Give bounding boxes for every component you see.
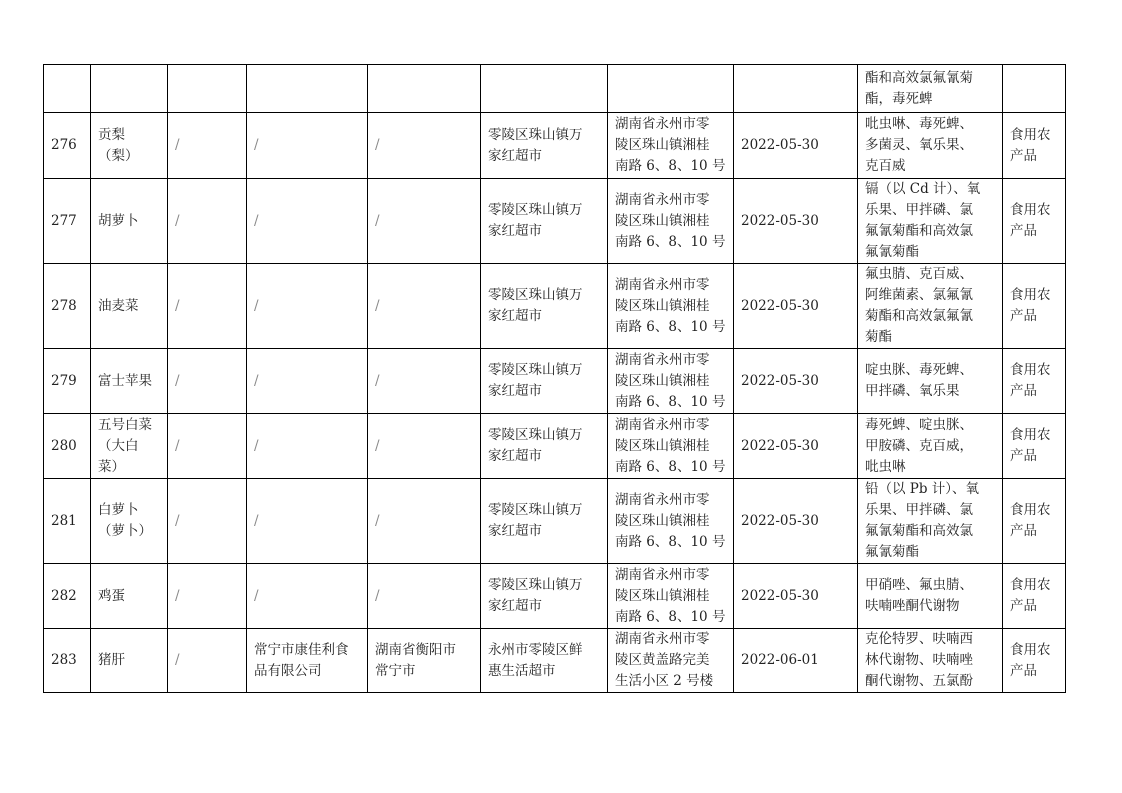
cell-food-category bbox=[1003, 65, 1066, 113]
cell-trademark bbox=[168, 349, 247, 414]
cell-sampled-entity bbox=[481, 629, 608, 693]
cell-inspection-items-text: 酯和高效氯氟氰菊 酯，毒死蜱 bbox=[865, 69, 973, 107]
cell-manufacturer-text: / bbox=[254, 512, 259, 529]
cell-sampled-entity-address bbox=[608, 564, 734, 629]
cell-serial-no bbox=[44, 564, 91, 629]
cell-sampled-entity bbox=[481, 65, 608, 113]
table-row bbox=[44, 349, 1066, 414]
cell-sample-name bbox=[91, 479, 168, 564]
cell-manufacturer-address-text: / bbox=[375, 512, 380, 529]
cell-sampled-entity-text: 永州市零陵区鲜 惠生活超市 bbox=[488, 641, 583, 679]
cell-manufacturer-address bbox=[368, 179, 481, 264]
cell-manufacturer-address bbox=[368, 349, 481, 414]
cell-food-category bbox=[1003, 113, 1066, 179]
cell-food-category-text: 食用农 产品 bbox=[1010, 577, 1051, 614]
cell-sampled-entity-text: 零陵区珠山镇万 家红超市 bbox=[488, 362, 583, 399]
cell-manufacturer-text: / bbox=[254, 372, 259, 389]
cell-serial-no-text: 283 bbox=[51, 652, 77, 668]
cell-serial-no-text: 281 bbox=[51, 512, 77, 529]
cell-manufacturer-address-text: / bbox=[375, 137, 380, 153]
cell-trademark bbox=[168, 264, 247, 349]
results-table bbox=[43, 64, 1066, 693]
cell-sampled-entity-address bbox=[608, 414, 734, 479]
cell-sampled-entity-address bbox=[608, 65, 734, 113]
cell-trademark-text: / bbox=[175, 212, 180, 229]
cell-sampled-entity-address bbox=[608, 264, 734, 349]
cell-trademark bbox=[168, 179, 247, 264]
cell-inspection-items bbox=[858, 349, 1003, 414]
cell-food-category-text: 食用农 产品 bbox=[1010, 362, 1051, 399]
cell-inspection-items-text: 氟虫腈、克百威、 阿维菌素、氯氟氰 菊酯和高效氯氟氰 菊酯 bbox=[865, 266, 973, 345]
cell-serial-no bbox=[44, 264, 91, 349]
cell-inspection-items-text: 甲硝唑、氟虫腈、 呋喃唑酮代谢物 bbox=[865, 577, 973, 614]
cell-manufacturer bbox=[247, 629, 368, 693]
cell-manufacturer-text: / bbox=[254, 297, 259, 314]
cell-serial-no-text: 278 bbox=[51, 297, 77, 314]
cell-inspection-items-text: 毒死蜱、啶虫脒、 甲胺磷、克百威， 吡虫啉 bbox=[865, 416, 973, 475]
cell-sample-name bbox=[91, 179, 168, 264]
cell-manufacturer-address bbox=[368, 264, 481, 349]
cell-production-date bbox=[734, 264, 858, 349]
cell-inspection-items bbox=[858, 564, 1003, 629]
cell-serial-no-text: 276 bbox=[51, 137, 77, 153]
cell-manufacturer-address-text: / bbox=[375, 587, 380, 604]
cell-production-date-text: 2022-05-30 bbox=[741, 372, 819, 389]
table-row bbox=[44, 113, 1066, 179]
cell-manufacturer bbox=[247, 414, 368, 479]
table-row bbox=[44, 179, 1066, 264]
cell-production-date bbox=[734, 414, 858, 479]
cell-production-date-text: 2022-05-30 bbox=[741, 137, 819, 153]
cell-manufacturer-address bbox=[368, 113, 481, 179]
cell-sampled-entity bbox=[481, 564, 608, 629]
cell-sample-name bbox=[91, 629, 168, 693]
table-row bbox=[44, 414, 1066, 479]
cell-sampled-entity-address-text: 湖南省永州市零 陵区珠山镇湘桂 南路 6、8、10 号 bbox=[615, 566, 726, 625]
cell-trademark-text: / bbox=[175, 437, 180, 454]
cell-sampled-entity-text: 零陵区珠山镇万 家红超市 bbox=[488, 287, 583, 324]
cell-manufacturer-text: 常宁市康佳利食 品有限公司 bbox=[254, 641, 349, 679]
cell-sampled-entity-text: 零陵区珠山镇万 家红超市 bbox=[488, 202, 583, 239]
cell-sample-name bbox=[91, 65, 168, 113]
cell-food-category bbox=[1003, 349, 1066, 414]
table-body bbox=[44, 65, 1066, 693]
cell-sample-name bbox=[91, 564, 168, 629]
cell-sampled-entity bbox=[481, 414, 608, 479]
cell-sampled-entity-address-text: 湖南省永州市零 陵区珠山镇湘桂 南路 6、8、10 号 bbox=[615, 276, 726, 335]
cell-sampled-entity-address bbox=[608, 349, 734, 414]
cell-production-date-text: 2022-05-30 bbox=[741, 587, 819, 604]
cell-sampled-entity-address-text: 湖南省永州市零 陵区珠山镇湘桂 南路 6、8、10 号 bbox=[615, 416, 726, 475]
cell-inspection-items bbox=[858, 113, 1003, 179]
cell-sampled-entity-address-text: 湖南省永州市零 陵区黄盖路完美 生活小区 2 号楼 bbox=[615, 631, 714, 689]
cell-sampled-entity-address bbox=[608, 629, 734, 693]
cell-serial-no-text: 280 bbox=[51, 437, 77, 454]
cell-manufacturer-address-text: 湖南省衡阳市 常宁市 bbox=[375, 641, 456, 679]
cell-serial-no bbox=[44, 414, 91, 479]
cell-sample-name bbox=[91, 264, 168, 349]
cell-production-date bbox=[734, 179, 858, 264]
cell-manufacturer bbox=[247, 349, 368, 414]
cell-sample-name-text: 五号白菜 （大白 菜） bbox=[98, 416, 152, 475]
cell-food-category-text: 食用农 产品 bbox=[1010, 427, 1051, 464]
cell-sampled-entity bbox=[481, 349, 608, 414]
cell-production-date-text: 2022-05-30 bbox=[741, 297, 819, 314]
cell-trademark bbox=[168, 564, 247, 629]
cell-trademark bbox=[168, 629, 247, 693]
cell-production-date bbox=[734, 564, 858, 629]
cell-sample-name-text: 白萝卜 （萝卜） bbox=[98, 502, 152, 539]
cell-trademark bbox=[168, 113, 247, 179]
cell-manufacturer bbox=[247, 65, 368, 113]
cell-sampled-entity-address bbox=[608, 113, 734, 179]
cell-food-category-text: 食用农 产品 bbox=[1010, 641, 1051, 679]
cell-sampled-entity-address bbox=[608, 479, 734, 564]
cell-manufacturer bbox=[247, 479, 368, 564]
cell-sample-name bbox=[91, 113, 168, 179]
table-row bbox=[44, 479, 1066, 564]
cell-manufacturer-text: / bbox=[254, 212, 259, 229]
cell-food-category bbox=[1003, 179, 1066, 264]
cell-trademark-text: / bbox=[175, 372, 180, 389]
cell-manufacturer-text: / bbox=[254, 437, 259, 454]
cell-trademark bbox=[168, 414, 247, 479]
table-row bbox=[44, 65, 1066, 113]
cell-sampled-entity bbox=[481, 113, 608, 179]
cell-production-date bbox=[734, 349, 858, 414]
cell-production-date bbox=[734, 65, 858, 113]
cell-inspection-items bbox=[858, 65, 1003, 113]
cell-food-category-text: 食用农 产品 bbox=[1010, 202, 1051, 239]
cell-manufacturer bbox=[247, 264, 368, 349]
cell-manufacturer-address-text: / bbox=[375, 437, 380, 454]
cell-trademark bbox=[168, 479, 247, 564]
cell-serial-no bbox=[44, 113, 91, 179]
cell-production-date-text: 2022-05-30 bbox=[741, 512, 819, 529]
cell-manufacturer bbox=[247, 564, 368, 629]
cell-serial-no-text: 277 bbox=[51, 212, 77, 229]
cell-trademark-text: / bbox=[175, 297, 180, 314]
cell-serial-no bbox=[44, 479, 91, 564]
cell-sampled-entity bbox=[481, 179, 608, 264]
cell-trademark-text: / bbox=[175, 652, 180, 668]
cell-sampled-entity-text: 零陵区珠山镇万 家红超市 bbox=[488, 502, 583, 539]
cell-production-date-text: 2022-05-30 bbox=[741, 212, 819, 229]
cell-manufacturer-address bbox=[368, 414, 481, 479]
cell-sampled-entity-text: 零陵区珠山镇万 家红超市 bbox=[488, 427, 583, 464]
cell-production-date-text: 2022-05-30 bbox=[741, 437, 819, 454]
cell-serial-no bbox=[44, 629, 91, 693]
cell-inspection-items bbox=[858, 264, 1003, 349]
cell-manufacturer bbox=[247, 179, 368, 264]
cell-food-category bbox=[1003, 479, 1066, 564]
cell-sampled-entity-address-text: 湖南省永州市零 陵区珠山镇湘桂 南路 6、8、10 号 bbox=[615, 491, 726, 550]
cell-trademark-text: / bbox=[175, 137, 180, 153]
cell-sampled-entity bbox=[481, 479, 608, 564]
cell-sample-name-text: 猪肝 bbox=[98, 652, 125, 668]
cell-food-category-text: 食用农 产品 bbox=[1010, 287, 1051, 324]
cell-production-date-text: 2022-06-01 bbox=[741, 652, 819, 668]
table-row bbox=[44, 629, 1066, 693]
cell-sampled-entity-text: 零陵区珠山镇万 家红超市 bbox=[488, 126, 583, 164]
cell-sampled-entity-text: 零陵区珠山镇万 家红超市 bbox=[488, 577, 583, 614]
cell-inspection-items bbox=[858, 414, 1003, 479]
cell-production-date bbox=[734, 113, 858, 179]
cell-inspection-items-text: 镉（以 Cd 计）、氧 乐果、甲拌磷、氯 氟氰菊酯和高效氯 氟氰菊酯 bbox=[865, 181, 981, 260]
cell-manufacturer-address bbox=[368, 479, 481, 564]
cell-manufacturer-address-text: / bbox=[375, 212, 380, 229]
cell-sampled-entity-address bbox=[608, 179, 734, 264]
cell-sampled-entity bbox=[481, 264, 608, 349]
cell-sampled-entity-address-text: 湖南省永州市零 陵区珠山镇湘桂 南路 6、8、10 号 bbox=[615, 351, 726, 410]
cell-food-category-text: 食用农 产品 bbox=[1010, 126, 1051, 164]
cell-food-category-text: 食用农 产品 bbox=[1010, 502, 1051, 539]
cell-inspection-items-text: 铅（以 Pb 计）、氧 乐果、甲拌磷、氯 氟氰菊酯和高效氯 氟氰菊酯 bbox=[865, 481, 980, 560]
cell-inspection-items bbox=[858, 179, 1003, 264]
cell-sample-name-text: 富士苹果 bbox=[98, 372, 152, 389]
cell-inspection-items-text: 克伦特罗、呋喃西 林代谢物、呋喃唑 酮代谢物、五氯酚 bbox=[865, 631, 973, 689]
cell-sample-name-text: 胡萝卜 bbox=[98, 212, 139, 229]
cell-trademark-text: / bbox=[175, 512, 180, 529]
cell-serial-no-text: 282 bbox=[51, 587, 77, 604]
cell-sample-name bbox=[91, 349, 168, 414]
cell-food-category bbox=[1003, 629, 1066, 693]
cell-trademark-text: / bbox=[175, 587, 180, 604]
cell-sample-name-text: 油麦菜 bbox=[98, 297, 139, 314]
cell-sampled-entity-address-text: 湖南省永州市零 陵区珠山镇湘桂 南路 6、8、10 号 bbox=[615, 116, 726, 174]
cell-food-category bbox=[1003, 264, 1066, 349]
cell-inspection-items-text: 吡虫啉、毒死蜱、 多菌灵、氧乐果、 克百威 bbox=[865, 116, 973, 174]
cell-food-category bbox=[1003, 414, 1066, 479]
cell-serial-no bbox=[44, 179, 91, 264]
cell-trademark bbox=[168, 65, 247, 113]
cell-manufacturer-text: / bbox=[254, 137, 259, 153]
cell-serial-no-text: 279 bbox=[51, 372, 77, 389]
table-row bbox=[44, 264, 1066, 349]
cell-sample-name-text: 鸡蛋 bbox=[98, 587, 125, 604]
cell-sample-name bbox=[91, 414, 168, 479]
cell-serial-no bbox=[44, 349, 91, 414]
cell-manufacturer-address bbox=[368, 65, 481, 113]
cell-production-date bbox=[734, 629, 858, 693]
table-row bbox=[44, 564, 1066, 629]
cell-manufacturer bbox=[247, 113, 368, 179]
cell-manufacturer-address bbox=[368, 629, 481, 693]
cell-food-category bbox=[1003, 564, 1066, 629]
cell-inspection-items-text: 啶虫脒、毒死蜱、 甲拌磷、氧乐果 bbox=[865, 362, 973, 399]
cell-production-date bbox=[734, 479, 858, 564]
cell-manufacturer-address bbox=[368, 564, 481, 629]
cell-inspection-items bbox=[858, 479, 1003, 564]
cell-inspection-items bbox=[858, 629, 1003, 693]
cell-manufacturer-address-text: / bbox=[375, 297, 380, 314]
cell-manufacturer-text: / bbox=[254, 587, 259, 604]
cell-sampled-entity-address-text: 湖南省永州市零 陵区珠山镇湘桂 南路 6、8、10 号 bbox=[615, 191, 726, 250]
cell-serial-no bbox=[44, 65, 91, 113]
cell-manufacturer-address-text: / bbox=[375, 372, 380, 389]
cell-sample-name-text: 贡梨 （梨） bbox=[98, 126, 139, 164]
